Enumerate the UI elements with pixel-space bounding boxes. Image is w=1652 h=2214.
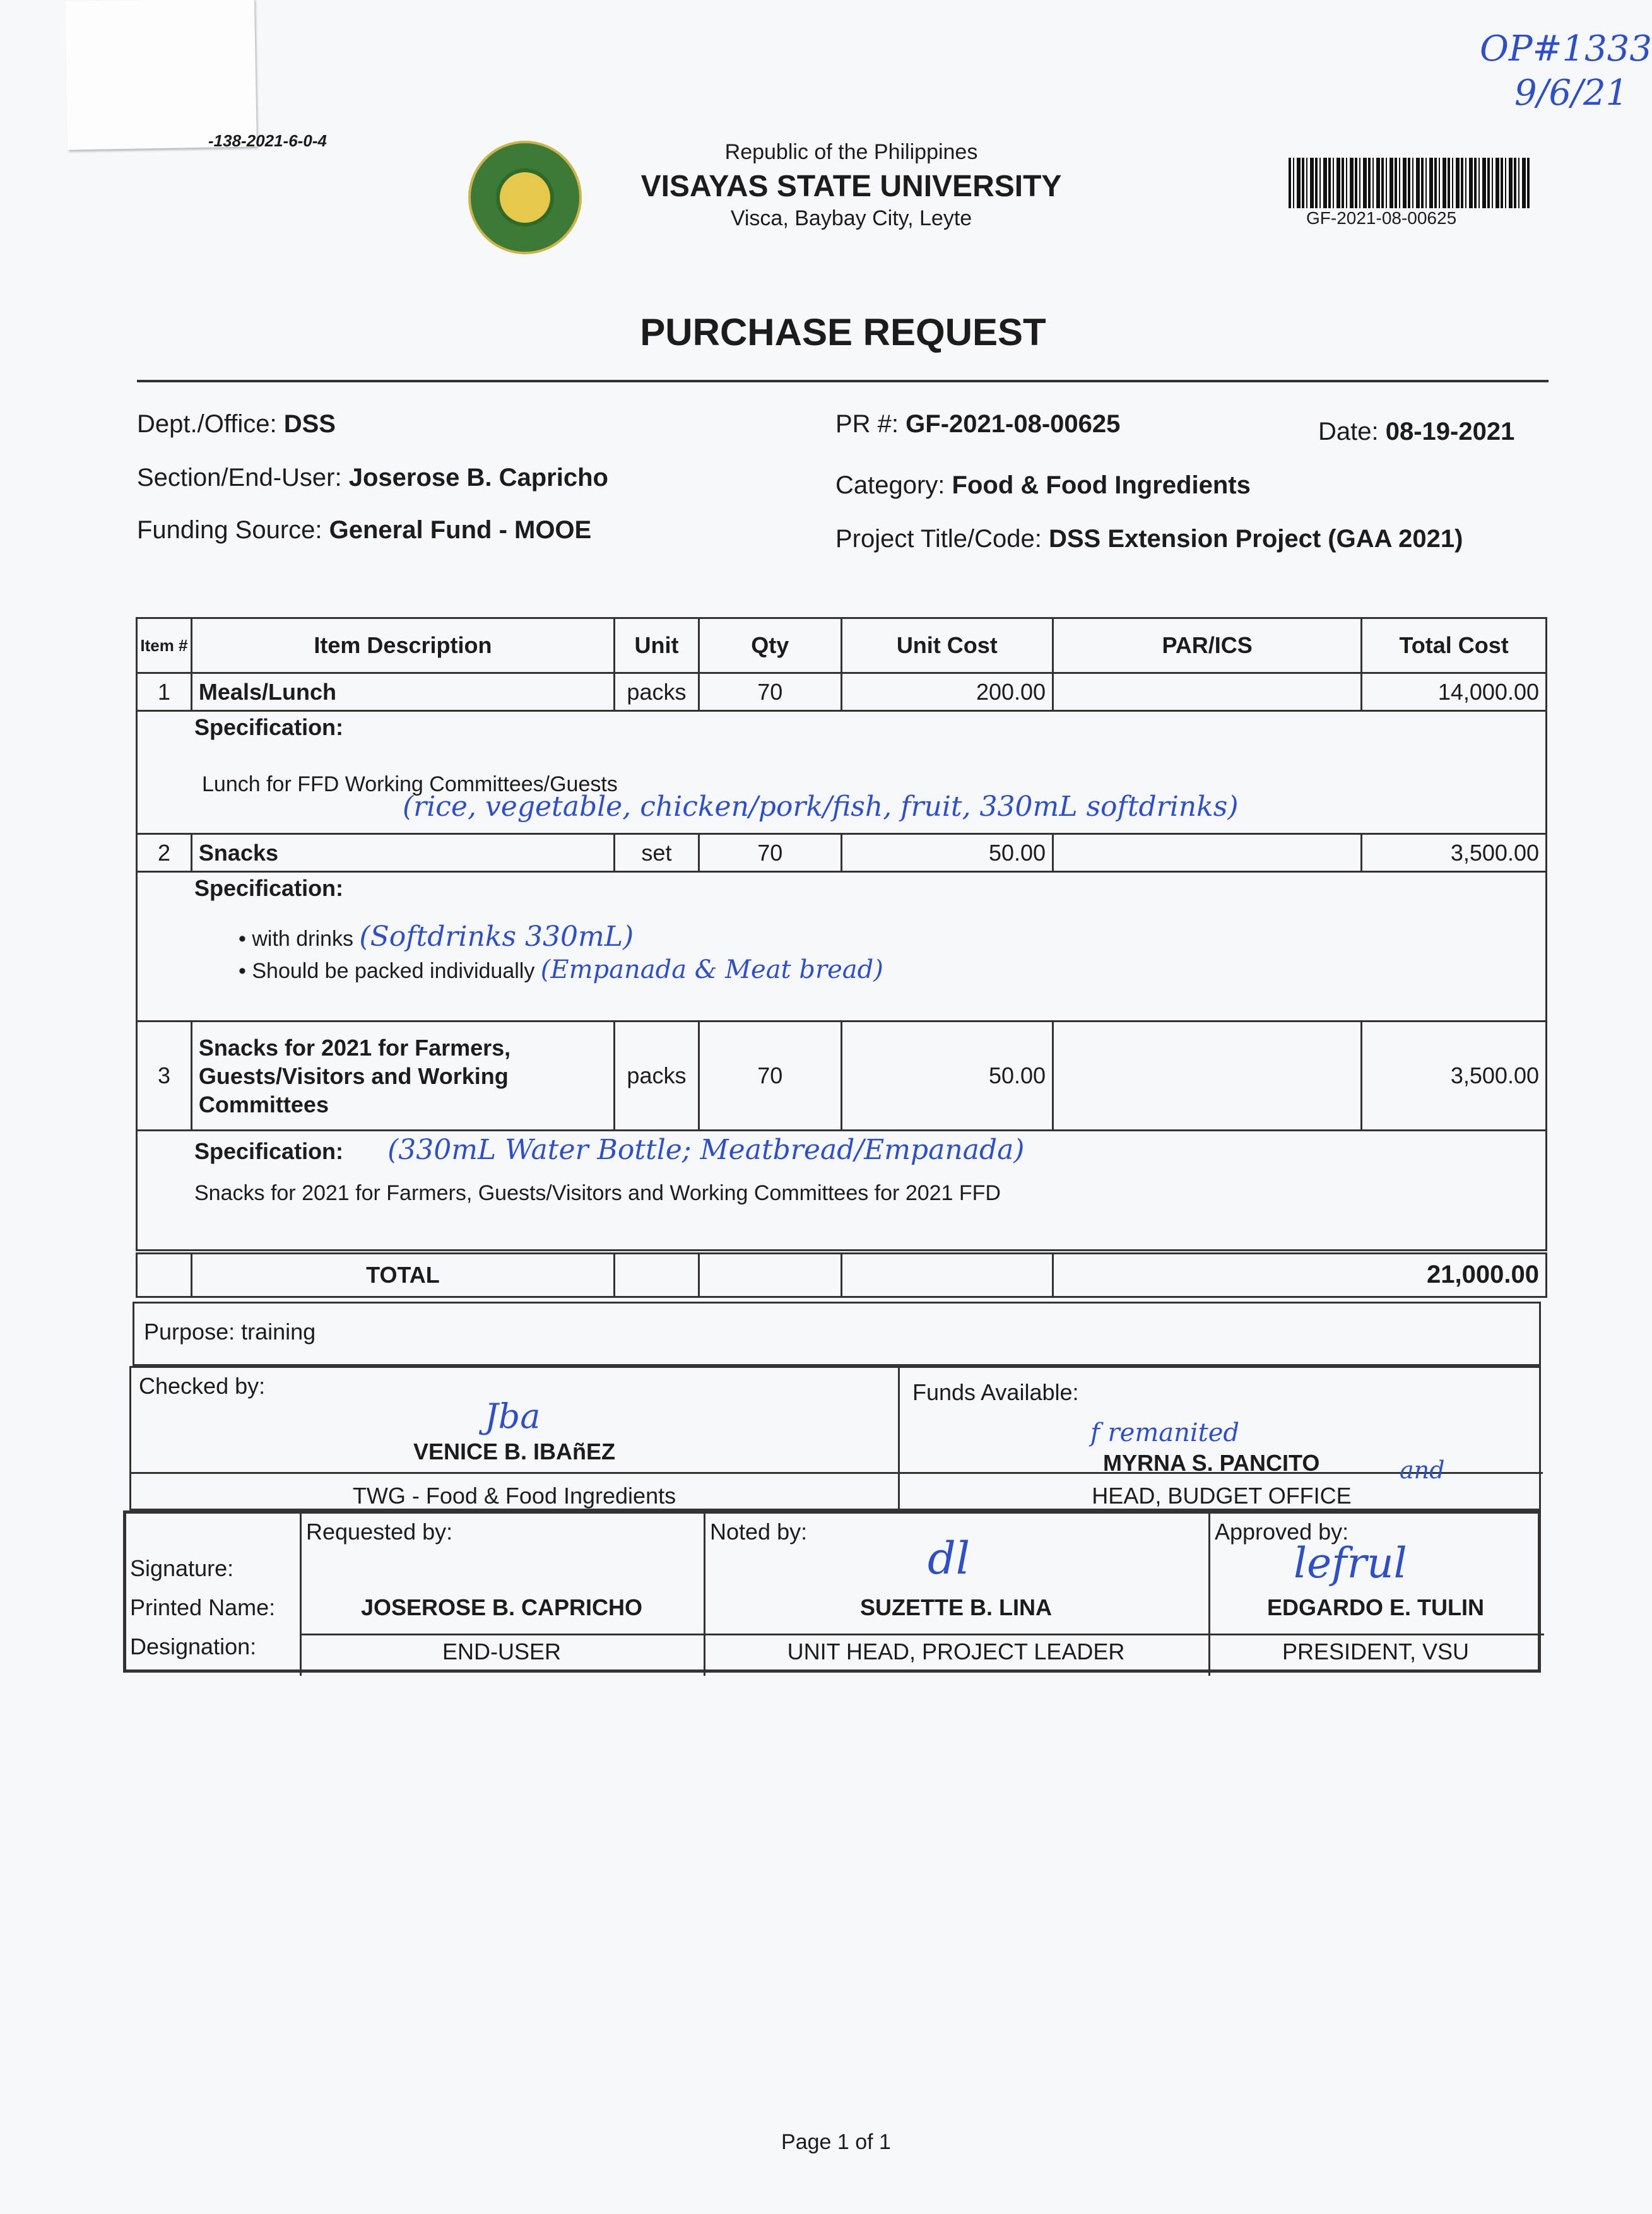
handwritten-spec-note: (rice, vegetable, chicken/pork/fish, fruit, 330mL softdrinks) bbox=[403, 791, 1239, 823]
purpose-box bbox=[133, 1302, 1541, 1366]
category-field: Category: Food & Food Ingredients bbox=[835, 471, 1251, 499]
item-qty: 70 bbox=[699, 834, 841, 872]
spec-text: Lunch for FFD Working Committees/Guests bbox=[202, 772, 618, 796]
spec-bullet: • Should be packed individually (Empanada & Meat bread) bbox=[239, 955, 883, 984]
noted-by-designation: UNIT HEAD, PROJECT LEADER bbox=[787, 1639, 1125, 1664]
checked-by-name: VENICE B. IBAñEZ bbox=[413, 1439, 616, 1464]
handwritten-initials: and bbox=[1400, 1456, 1445, 1484]
stapled-paper-flap bbox=[65, 0, 257, 150]
spec-cell bbox=[137, 1131, 1547, 1252]
noted-by-name: SUZETTE B. LINA bbox=[860, 1594, 1052, 1620]
table-row bbox=[137, 1022, 1547, 1131]
header-item-no: Item # bbox=[137, 618, 192, 673]
item-par bbox=[1053, 1022, 1362, 1131]
purpose-text: Purpose: training bbox=[144, 1319, 316, 1345]
handwritten-op-number: OP#1333 bbox=[1480, 28, 1652, 69]
requested-by-name: JOSEROSE B. CAPRICHO bbox=[360, 1594, 643, 1620]
barcode bbox=[1289, 158, 1531, 208]
spec-bullet: • with drinks (Softdrinks 330mL) bbox=[239, 921, 634, 953]
section-field: Section/End-User: Joserose B. Capricho bbox=[137, 464, 608, 492]
table-header-row bbox=[137, 618, 1547, 673]
table-row bbox=[137, 834, 1547, 872]
total-value: 21,000.00 bbox=[1053, 1252, 1547, 1297]
approved-by-label: Approved by: bbox=[1215, 1519, 1349, 1545]
item-par bbox=[1053, 834, 1362, 872]
item-total: 14,000.00 bbox=[1362, 673, 1547, 711]
noted-by-label: Noted by: bbox=[710, 1519, 808, 1545]
items-table bbox=[136, 617, 1547, 1298]
dept-field: Dept./Office: DSS bbox=[137, 410, 336, 438]
noted-signature: dl bbox=[928, 1533, 971, 1584]
page-title: PURCHASE REQUEST bbox=[640, 311, 1046, 353]
spec-label: Specification: bbox=[194, 1138, 344, 1164]
header-par-ics: PAR/ICS bbox=[1053, 618, 1362, 673]
requested-by-label: Requested by: bbox=[306, 1519, 453, 1545]
header-description: Item Description bbox=[191, 618, 614, 673]
spec-row bbox=[137, 872, 1547, 1022]
approved-signature: lefrul bbox=[1294, 1539, 1407, 1587]
university-address: Visca, Baybay City, Leyte bbox=[730, 206, 972, 230]
page-number: Page 1 of 1 bbox=[781, 2130, 891, 2154]
item-qty: 70 bbox=[699, 673, 841, 711]
item-unit-cost: 50.00 bbox=[841, 834, 1053, 872]
handwritten-date: 9/6/21 bbox=[1514, 73, 1629, 114]
item-no: 3 bbox=[137, 1022, 192, 1131]
checked-box bbox=[129, 1366, 1541, 1510]
title-divider bbox=[137, 380, 1549, 382]
item-unit-cost: 50.00 bbox=[841, 1022, 1053, 1131]
printed-name-row-label: Printed Name: bbox=[130, 1594, 276, 1620]
item-description: Snacks bbox=[191, 834, 614, 872]
university-name: VISAYAS STATE UNIVERSITY bbox=[640, 170, 1062, 203]
handwritten-spec-note: (330mL Water Bottle; Meatbread/Empanada) bbox=[387, 1134, 1025, 1166]
item-unit-cost: 200.00 bbox=[841, 673, 1053, 711]
barcode-number: GF-2021-08-00625 bbox=[1306, 208, 1457, 228]
item-unit: packs bbox=[614, 673, 699, 711]
spec-row bbox=[137, 1131, 1547, 1252]
designation-row-label: Designation: bbox=[130, 1634, 257, 1659]
item-par bbox=[1053, 673, 1362, 711]
document-code: -138-2021-6-0-4 bbox=[208, 131, 327, 150]
checked-by-label: Checked by: bbox=[139, 1373, 266, 1399]
spec-row bbox=[137, 711, 1547, 834]
signature-row-label: Signature: bbox=[130, 1555, 234, 1581]
project-field: Project Title/Code: DSS Extension Project (GAA 2021) bbox=[835, 525, 1463, 553]
requested-by-designation: END-USER bbox=[442, 1639, 562, 1664]
funds-officer-name: MYRNA S. PANCITO bbox=[1103, 1450, 1320, 1476]
handwritten-spec-note: (Empanada & Meat bread) bbox=[540, 955, 883, 984]
item-no: 2 bbox=[137, 834, 192, 872]
spec-cell bbox=[137, 872, 1547, 1022]
item-total: 3,500.00 bbox=[1362, 1022, 1547, 1131]
pr-number-field: PR #: GF-2021-08-00625 bbox=[835, 410, 1121, 438]
university-seal-logo bbox=[468, 141, 582, 254]
handwritten-spec-note: (Softdrinks 330mL) bbox=[359, 921, 634, 953]
item-description: Snacks for 2021 for Farmers, Guests/Visitors and Working Committees bbox=[191, 1022, 614, 1131]
approved-by-designation: PRESIDENT, VSU bbox=[1282, 1639, 1470, 1664]
funding-field: Funding Source: General Fund - MOOE bbox=[137, 516, 592, 544]
funds-officer-designation: HEAD, BUDGET OFFICE bbox=[1092, 1483, 1352, 1509]
spec-label: Specification: bbox=[194, 714, 344, 740]
approved-by-name: EDGARDO E. TULIN bbox=[1266, 1594, 1485, 1620]
republic-text: Republic of the Philippines bbox=[724, 140, 978, 164]
item-description: Meals/Lunch bbox=[191, 673, 614, 711]
item-qty: 70 bbox=[699, 1022, 841, 1131]
header-unit-cost: Unit Cost bbox=[841, 618, 1053, 673]
checked-by-designation: TWG - Food & Food Ingredients bbox=[352, 1483, 676, 1509]
handwritten-funds-note: f remanited bbox=[1090, 1418, 1239, 1447]
total-row bbox=[137, 1252, 1547, 1297]
spec-text: Snacks for 2021 for Farmers, Guests/Visitors and Working Committees for 2021 FFD bbox=[194, 1181, 1001, 1205]
checked-signature: Jba bbox=[485, 1396, 541, 1436]
item-total: 3,500.00 bbox=[1362, 834, 1547, 872]
signatories-box bbox=[123, 1510, 1541, 1673]
spec-label: Specification: bbox=[194, 875, 344, 901]
item-unit: set bbox=[614, 834, 699, 872]
header-unit: Unit bbox=[614, 618, 699, 673]
header-qty: Qty bbox=[699, 618, 841, 673]
item-unit: packs bbox=[614, 1022, 699, 1131]
header-total-cost: Total Cost bbox=[1362, 618, 1547, 673]
date-field: Date: 08-19-2021 bbox=[1318, 418, 1515, 445]
funds-available-label: Funds Available: bbox=[912, 1379, 1079, 1405]
total-label: TOTAL bbox=[191, 1252, 614, 1297]
spec-cell bbox=[137, 711, 1547, 834]
table-row bbox=[137, 673, 1547, 711]
item-no: 1 bbox=[137, 673, 192, 711]
